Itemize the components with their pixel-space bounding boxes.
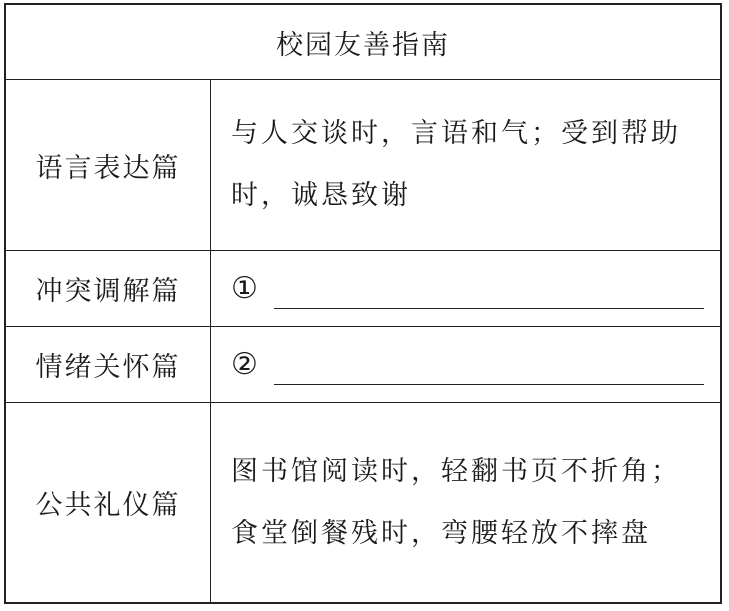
row-content-cell bbox=[211, 403, 720, 602]
blank-number: ① bbox=[231, 270, 258, 306]
row-label: 情绪关怀篇 bbox=[6, 327, 211, 402]
fill-in-line[interactable] bbox=[274, 354, 704, 385]
table-row bbox=[6, 80, 720, 251]
table-title: 校园友善指南 bbox=[6, 5, 720, 80]
table-row bbox=[6, 403, 720, 602]
table-row bbox=[6, 327, 720, 403]
row-content-cell bbox=[211, 327, 720, 402]
guide-table bbox=[4, 3, 722, 604]
answer-blank bbox=[231, 269, 706, 309]
blank-number: ② bbox=[231, 346, 258, 382]
fill-in-line[interactable] bbox=[274, 278, 704, 309]
row-label: 冲突调解篇 bbox=[6, 251, 211, 326]
row-content-cell bbox=[211, 251, 720, 326]
row-content: 图书馆阅读时，轻翻书页不折角；食堂倒餐残时，弯腰轻放不摔盘 bbox=[231, 455, 681, 549]
table-row bbox=[6, 251, 720, 327]
answer-blank bbox=[231, 345, 706, 385]
row-content-cell bbox=[211, 80, 720, 250]
row-label: 公共礼仪篇 bbox=[6, 403, 211, 602]
row-label: 语言表达篇 bbox=[6, 80, 211, 250]
row-content: 与人交谈时，言语和气；受到帮助时，诚恳致谢 bbox=[231, 118, 681, 211]
